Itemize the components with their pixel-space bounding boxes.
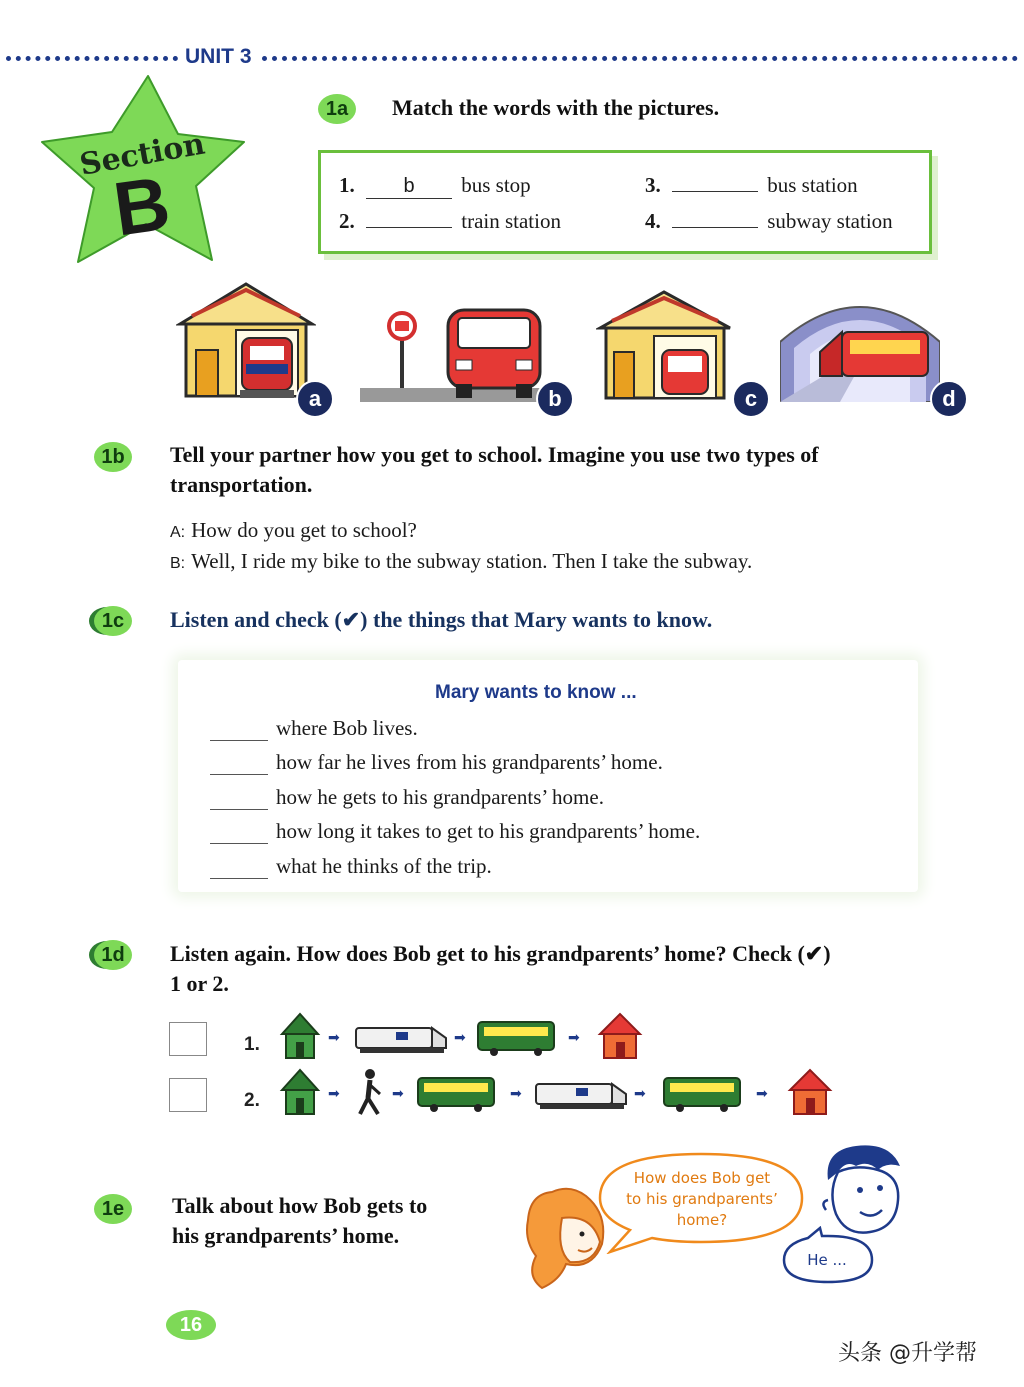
subway-station-picture [780, 292, 940, 402]
instruction-1c: Listen and check (✔) the things that Mary wants to know. [170, 607, 713, 632]
instruction-1d: Listen again. How does Bob get to his grandparents’ home? Check (✔) 1 or 2. [170, 941, 831, 996]
check-item-4: how long it takes to get to his grandparents’ home. [210, 819, 700, 844]
section-word: Section [77, 126, 208, 183]
activity-badge-1c: 1c [94, 606, 132, 636]
answer-blank-3[interactable] [672, 191, 758, 192]
check-blank-3[interactable] [210, 791, 268, 810]
route-1-icons [278, 1010, 648, 1062]
match-box [318, 150, 932, 254]
dialog-line-b: B: Well, I ride my bike to the subway station. Then I take the subway. [170, 549, 753, 573]
house-icon [282, 1014, 318, 1058]
svg-text:➡: ➡ [328, 1086, 340, 1102]
bus-station-picture [596, 288, 736, 404]
picture-label-a: a [296, 380, 334, 418]
section-b-star-icon [38, 72, 250, 268]
activity-badge-1b: 1b [94, 442, 132, 472]
svg-text:➡: ➡ [568, 1030, 580, 1046]
picture-label-d: d [930, 380, 968, 418]
match-item-3: 3. bus station [645, 173, 858, 197]
route-1-number: 1. [244, 1034, 260, 1055]
match-item-4: 4. subway station [645, 209, 893, 233]
unit-label: UNIT 3 [182, 45, 255, 69]
grandparents-house-icon [790, 1070, 830, 1114]
check-item-3: how he gets to his grandparents’ home. [210, 785, 604, 810]
answer-blank-4[interactable] [672, 227, 758, 228]
walking-person-icon [360, 1069, 380, 1114]
activity-badge-1a: 1a [318, 94, 356, 124]
bus-icon [478, 1022, 554, 1056]
header-dots-right [262, 56, 1018, 65]
picture-label-b: b [536, 380, 574, 418]
check-blank-4[interactable] [210, 825, 268, 844]
page-number: 16 [166, 1310, 216, 1340]
house-icon [282, 1070, 318, 1114]
svg-text:➡: ➡ [328, 1030, 340, 1046]
train-icon [536, 1084, 626, 1109]
check-blank-2[interactable] [210, 756, 268, 775]
instruction-1a: Match the words with the pictures. [392, 95, 720, 120]
svg-text:➡: ➡ [756, 1086, 768, 1102]
route-2-number: 2. [244, 1090, 260, 1111]
match-item-1: 1. b bus stop [339, 173, 531, 197]
instruction-1b: Tell your partner how you get to school. Imagine you use two types of transportation. [170, 442, 819, 497]
mary-wants-box [178, 660, 918, 892]
route-2-icons [278, 1064, 838, 1120]
activity-badge-1e: 1e [94, 1194, 132, 1224]
instruction-1e: Talk about how Bob gets to his grandparents’ home. [172, 1193, 428, 1248]
svg-text:➡: ➡ [510, 1086, 522, 1102]
route-2-checkbox[interactable] [169, 1078, 207, 1112]
check-blank-1[interactable] [210, 722, 268, 741]
check-item-2: how far he lives from his grandparents’ home. [210, 750, 663, 775]
match-item-2: 2. train station [339, 209, 561, 233]
header-dots-left [6, 56, 178, 65]
svg-text:➡: ➡ [454, 1030, 466, 1046]
speech-bubble-left-text: How does Bob get to his grandparents’ home? [626, 1169, 778, 1229]
train-icon [356, 1028, 446, 1053]
mary-box-title: Mary wants to know ... [435, 682, 637, 703]
train-station-picture [176, 280, 316, 404]
dialog-line-a: A: How do you get to school? [170, 518, 417, 542]
speech-bubble-right-text: He ... [807, 1251, 847, 1269]
activity-badge-1d: 1d [94, 940, 132, 970]
check-blank-5[interactable] [210, 860, 268, 879]
bus-icon [664, 1078, 740, 1112]
route-1-checkbox[interactable] [169, 1022, 207, 1056]
section-letter: B [108, 160, 175, 253]
bus-icon [418, 1078, 494, 1112]
bus-stop-picture [360, 306, 556, 404]
watermark-text: 头条 @升学帮 [838, 1341, 977, 1366]
answer-blank-2[interactable] [366, 227, 452, 228]
check-item-5: what he thinks of the trip. [210, 854, 492, 879]
svg-text:➡: ➡ [634, 1086, 646, 1102]
answer-blank-1[interactable]: b [366, 175, 452, 199]
check-item-1: where Bob lives. [210, 716, 418, 741]
svg-text:➡: ➡ [392, 1086, 404, 1102]
picture-label-c: c [732, 380, 770, 418]
grandparents-house-icon [600, 1014, 640, 1058]
dialog-1b [170, 516, 752, 578]
